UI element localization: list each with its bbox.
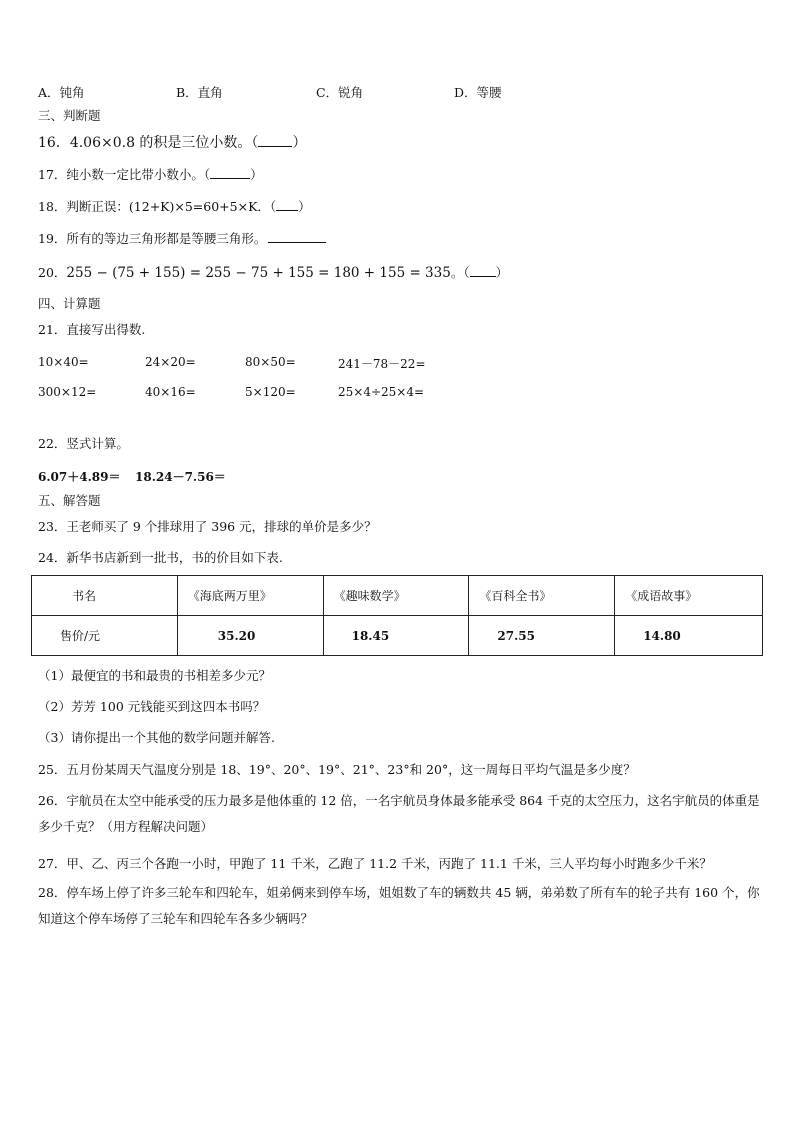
- answer-blank: [268, 230, 326, 243]
- question-25: 25．五月份某周天气温度分别是 18、19°、20°、19°、21°、23°和 20°，这一周每日平均气温是多少度？: [38, 762, 636, 777]
- vertical-calc-item: 18.24－7.56＝: [135, 470, 226, 484]
- table-cell: 35.20: [177, 616, 323, 656]
- price-table: [31, 575, 763, 656]
- table-cell: 《趣味数学》: [323, 576, 469, 616]
- calc-item: 24×20=: [145, 355, 196, 369]
- question-20: [38, 264, 508, 281]
- section-heading-calculation: 四、计算题: [38, 296, 101, 311]
- question-22: 22．竖式计算。: [38, 436, 129, 451]
- question-18-text: 18．判断正误：(12+K)×5=60+5×K．（: [38, 199, 277, 214]
- question-19: [38, 230, 326, 247]
- table-cell: 18.45: [323, 616, 469, 656]
- option-a: A．钝角: [38, 85, 85, 100]
- question-17-text: 17．纯小数一定比带小数小。（: [38, 167, 211, 182]
- answer-blank: [470, 264, 496, 277]
- table-cell: 书名: [32, 576, 178, 616]
- calc-item: 300×12=: [38, 385, 97, 399]
- table-cell: 售价/元: [32, 616, 178, 656]
- option-d: D．等腰: [454, 85, 502, 100]
- table-cell: 《百科全书》: [469, 576, 615, 616]
- question-20-expression: 255 − (75 + 155) = 255 − 75 + 155 = 180 + 155 = 335: [66, 265, 451, 281]
- question-20-close: ）: [495, 265, 509, 280]
- calc-item: 25×4÷25×4=: [338, 385, 425, 399]
- question-27: 27．甲、乙、丙三个各跑一小时，甲跑了 11 千米，乙跑了 11.2 千米，丙跑了 11.1 千米，三人平均每小时跑多少千米？: [38, 856, 712, 871]
- section-heading-judgement: 三、判断题: [38, 108, 101, 123]
- table-cell: 《海底两万里》: [177, 576, 323, 616]
- question-16-close: ）: [292, 135, 307, 151]
- section-heading-word-problems: 五、解答题: [38, 493, 101, 508]
- option-b: B．直角: [176, 85, 223, 100]
- table-cell: 27.55: [469, 616, 615, 656]
- calc-item: 241－78－22=: [338, 357, 426, 371]
- option-c: C．锐角: [316, 85, 364, 100]
- question-16-text: 16．4.06×0.8 的积是三位小数。（: [38, 135, 259, 151]
- table-row: [32, 616, 763, 656]
- answer-blank: [258, 134, 292, 147]
- calc-item: 10×40=: [38, 355, 89, 369]
- question-24-sub3: （3）请你提出一个其他的数学问题并解答.: [38, 730, 275, 745]
- answer-blank: [276, 198, 298, 211]
- question-24-sub1: （1）最便宜的书和最贵的书相差多少元？: [38, 668, 271, 683]
- table-cell: 14.80: [615, 616, 763, 656]
- table-cell: 《成语故事》: [615, 576, 763, 616]
- calc-item: 5×120=: [245, 385, 296, 399]
- calc-item: 80×50=: [245, 355, 296, 369]
- question-28: 28．停车场上停了许多三轮车和四轮车，姐弟俩来到停车场，姐姐数了车的辆数共 45 辆，弟弟数了所有车的轮子共有 160 个，你知道这个停车场停了三轮车和四轮车各多少辆吗？: [38, 885, 760, 926]
- vertical-calc-item: 6.07＋4.89＝: [38, 470, 121, 484]
- question-21: 21．直接写出得数.: [38, 322, 146, 337]
- question-17-close: ）: [250, 167, 263, 182]
- question-20-num: 20．: [38, 265, 67, 280]
- question-26: 26．宇航员在太空中能承受的压力最多是他体重的 12 倍，一名宇航员身体最多能承受 864 千克的太空压力，这名宇航员的体重是多少千克？（用方程解决问题）: [38, 793, 760, 834]
- question-16: [38, 134, 306, 151]
- question-19-text: 19．所有的等边三角形都是等腰三角形。: [38, 231, 267, 246]
- question-24: 24．新华书店新到一批书，书的价目如下表.: [38, 550, 283, 565]
- question-17: [38, 166, 263, 183]
- question-18: [38, 198, 311, 215]
- calc-item: 40×16=: [145, 385, 196, 399]
- answer-blank: [210, 166, 250, 179]
- question-18-close: ）: [298, 199, 311, 214]
- question-20-tail: 。（: [450, 265, 470, 280]
- question-23: 23．王老师买了 9 个排球用了 396 元，排球的单价是多少？: [38, 519, 377, 534]
- question-24-sub2: （2）芳芳 100 元钱能买到这四本书吗？: [38, 699, 266, 714]
- table-row: [32, 576, 763, 616]
